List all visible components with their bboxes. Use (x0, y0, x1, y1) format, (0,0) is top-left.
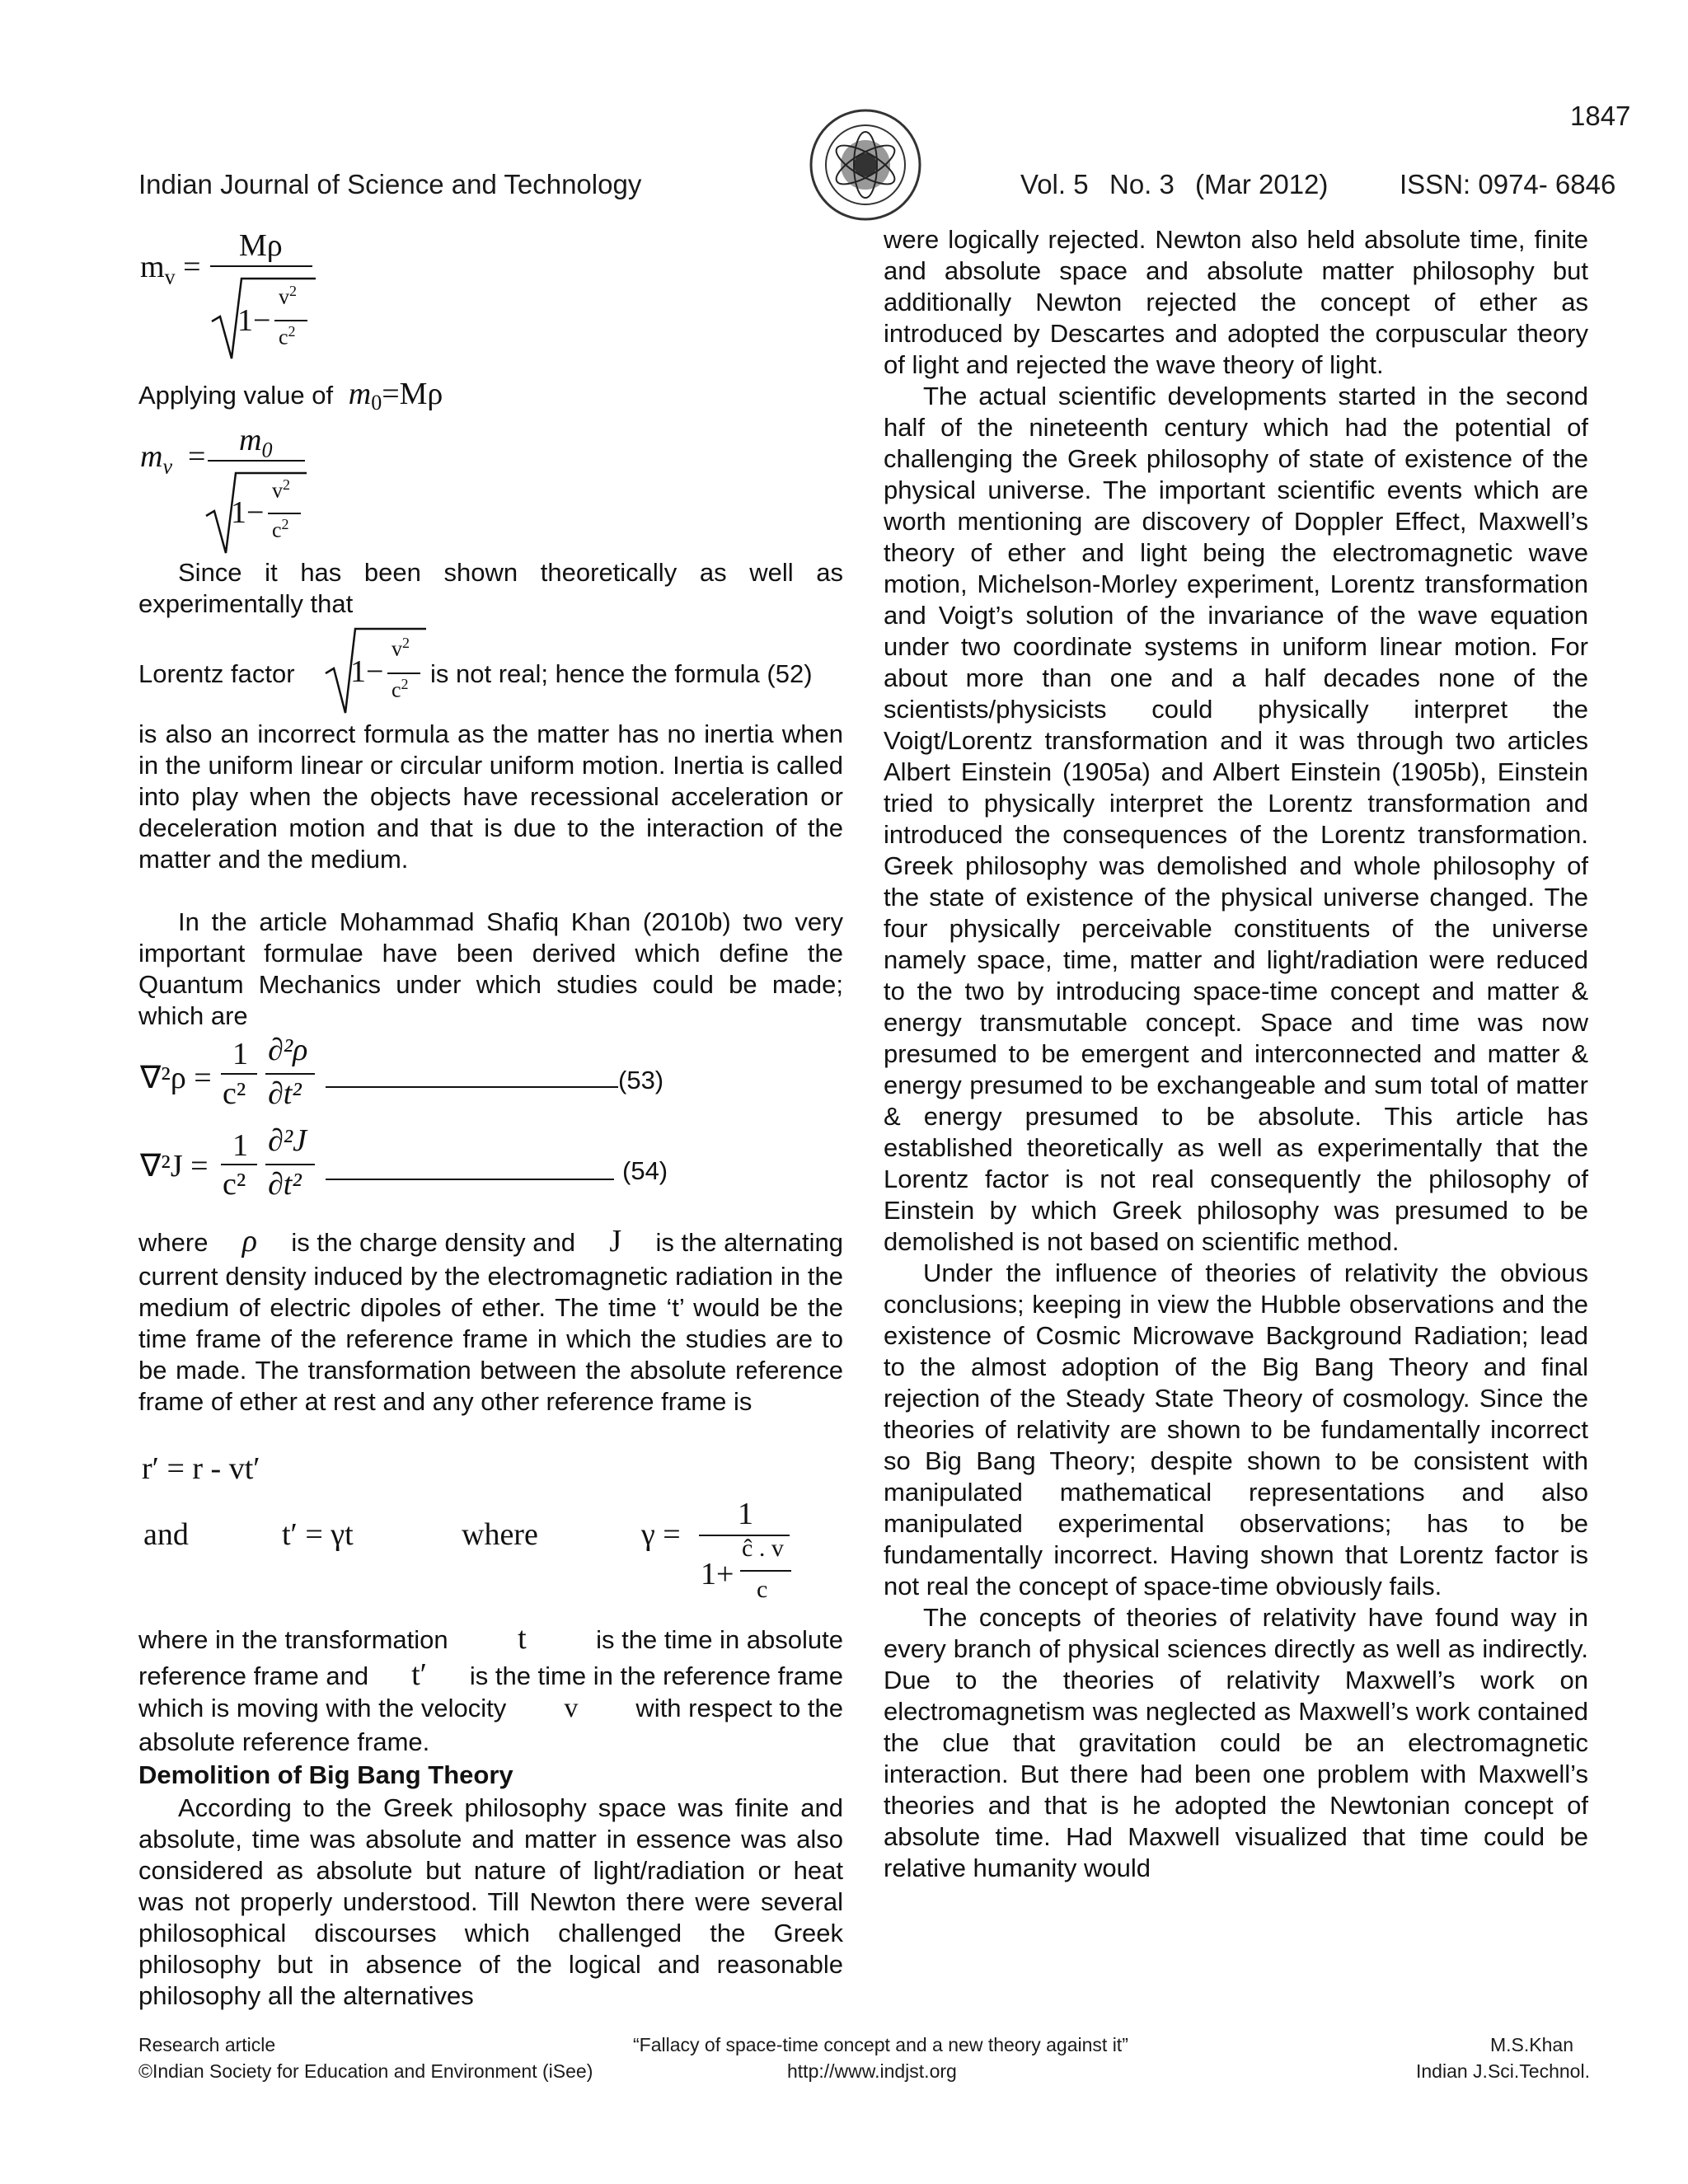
paragraph-article: In the article Mohammad Shafiq Khan (2010b) two very important formulae have been derived which define the Quantum Mechanics under which studies could be made; which are (138, 907, 843, 1030)
equation-t-prime: t′ = γt (282, 1517, 354, 1552)
paragraph-greek: According to the Greek philosophy space was finite and absolute, time was absolute and matter in essence was also considered as absolute but nature of light/radiation or heat was not properly understood. Till Newton there were several philosophical discourses which challenged the Greek philosophy but in absence of the logical and reasonable philosophy all the alternatives (138, 1793, 843, 2010)
where-rho-line: where ρ is the charge density and J is the alternating (138, 1224, 843, 1258)
right-column (884, 224, 1588, 1884)
footer-url[interactable]: http://www.indjst.org (787, 2060, 957, 2082)
transformation-line-2: reference frame and t′ is the time in the reference frame (138, 1657, 843, 1692)
section-heading: Demolition of Big Bang Theory (138, 1760, 513, 1789)
footer-journal-abbr: Indian J.Sci.Technol. (1416, 2060, 1590, 2082)
issn: ISSN: 0974- 6846 (1400, 169, 1616, 199)
journal-logo (808, 107, 923, 223)
lorentz-tail: is not real; hence the formula (52) (430, 659, 813, 688)
equation-where: where (462, 1517, 538, 1552)
lorentz-label: Lorentz factor (138, 659, 295, 688)
footer-article-title: “Fallacy of space-time concept and a new theory against it” (633, 2034, 1128, 2055)
volume: Vol. 5 (1020, 169, 1089, 199)
paragraph-since: Since it has been shown theoretically as well as experimentally that (138, 558, 843, 618)
issue-number: No. 3 (1109, 169, 1175, 199)
paragraph-newton: were logically rejected. Newton also held absolute time, finite and absolute space and absolute matter philosophy but additionally Newton rejected the concept of ether as introduced by Descartes and adopted the corpuscular theory of light and rejected the wave theory of light. (884, 225, 1588, 379)
transformation-line-4: absolute reference frame. (138, 1727, 430, 1756)
paragraph-maxwell: The concepts of theories of relativity have found way in every branch of physical sciences directly as well as indirectly. Due to the theories of relativity Maxwell’s work on electromagnetism was neglected as Maxwell’s work contained the clue that gravitation could be an electromagnetic interaction. But there had been one problem with Maxwell’s theories and that is he adopted the Newtonian concept of absolute time. Had Maxwell visualized that time could be relative humanity would (884, 1603, 1588, 1882)
footer-article-type: Research article (138, 2034, 276, 2055)
equation-r-prime: r′ = r - vt′ (142, 1451, 260, 1486)
paragraph-scientific-developments: The actual scientific developments started in the second half of the nineteenth century which had the potential of challenging the Greek philosophy of state of existence of the physical universe. The important scientific events which are worth mentioning are discovery of Doppler Effect, Maxwell’s theory of ether and light being the electromagnetic wave motion, Michelson-Morley experiment, Lorentz transformation and Voigt’s solution of the invariance of the wave equation under two coordinate systems in uniform linear motion. For about more than one and a half decades none of the scientists/physicists could physically interpret the Voigt/Lorentz transformation and it was through two articles Albert Einstein (1905a) and Albert Einstein (1905b), Einstein tried to physically interpret the Lorentz transformation and introduced the consequences of the Lorentz transformation. Greek philosophy was demolished and whole philosophy of the state of existence of the physical universe changed. The four physically perceivable constituents of the universe namely space, time, matter and light/radiation were reduced to the two by introducing space-time concept and matter & energy transmutable concept. Space and time was now presumed to be emergent and interconnected and matter & energy presumed to be exchangeable and sum total of matter & energy presumed to be absolute. This article has established theoretically as well as experimentally that the Lorentz factor is not real consequently the philosophy of Einstein by which Greek philosophy was presumed to be demolished is not based on scientific method. (884, 382, 1588, 1256)
footer-society: ©Indian Society for Education and Environment (iSee) (138, 2060, 593, 2082)
transformation-line-3: which is moving with the velocity v with respect to the (138, 1693, 843, 1723)
footer-author: M.S.Khan (1490, 2034, 1573, 2055)
paragraph-current-density: current density induced by the electromagnetic radiation in the medium of electric dipoles of ether. The time ‘t’ would be the time frame of the reference frame in which the studies are to be made. The transformation between the absolute reference frame of ether at rest and any other reference frame is (138, 1262, 843, 1416)
equation-and: and (143, 1517, 189, 1552)
paragraph-incorrect: is also an incorrect formula as the matter has no inertia when in the uniform linear or circular uniform motion. Inertia is called into play when the objects have recessional acceleration or deceleration motion and that is due to the interaction of the matter and the medium. (138, 719, 843, 874)
paragraph-big-bang: Under the influence of theories of relativity the obvious conclusions; keeping in view the Hubble observations and the existence of Cosmic Microwave Background Radiation; lead to the almost adoption of the Big Bang Theory and final rejection of the Steady State Theory of cosmology. Since the theories of relativity are shown to be fundamentally incorrect so Big Bang Theory; despite shown to be consistent with manipulated mathematical representations and also manipulated experimental observations; has to be fundamentally incorrect. Having shown that Lorentz factor is not real the concept of space-time obviously fails. (884, 1258, 1588, 1601)
transformation-line-1: where in the transformation t is the time in absolute (138, 1621, 843, 1656)
applying-text: Applying value of $m_0=M\rho$ (138, 377, 443, 415)
journal-name: Indian Journal of Science and Technology (138, 169, 642, 199)
issue-date: (Mar 2012) (1195, 169, 1329, 199)
page-number: 1847 (1570, 101, 1631, 131)
